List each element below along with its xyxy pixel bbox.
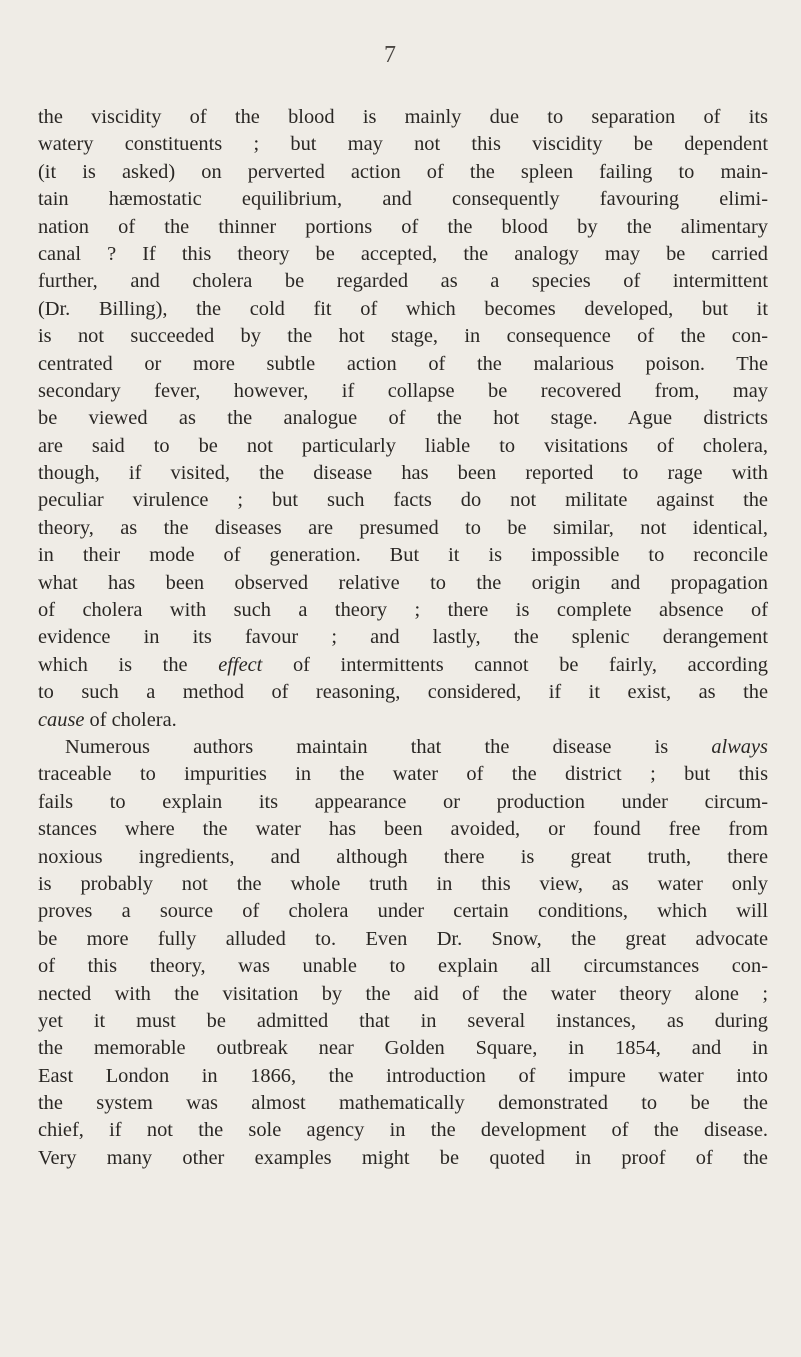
text-line [38,652,768,679]
text-line [38,159,768,186]
text-line [38,378,768,405]
text-line [38,104,768,131]
text-run: evidence in its favour ; and lastly, the splenic derangement [38,626,768,649]
text-line [38,1008,768,1035]
text-line [38,296,768,323]
body-text [38,104,768,1172]
text-line [38,1145,768,1172]
text-run: chief, if not the sole agency in the development of the disease. [38,1119,768,1142]
text-line [38,131,768,158]
text-run: to such a method of reasoning, considered, if it exist, as the [38,681,768,704]
text-line [38,679,768,706]
text-run: of cholera with such a theory ; there is complete absence of [38,599,768,622]
text-run: yet it must be admitted that in several instances, as during [38,1009,768,1032]
text-run: are said to be not particularly liable to visitations of cholera, [38,434,768,457]
text-line [38,597,768,624]
text-run: fails to explain its appearance or production under circum- [38,790,768,813]
text-run: nation of the thinner portions of the blood by the alimentary [38,215,768,238]
text-line [38,487,768,514]
italic-word: effect [218,653,263,676]
text-run: in their mode of generation. But it is impossible to reconcile [38,544,768,567]
text-line [38,926,768,953]
text-line [38,734,768,761]
text-run: the system was almost mathematically demonstrated to be the [38,1092,768,1115]
text-line [38,351,768,378]
text-run: canal ? If this theory be accepted, the analogy may be carried [38,242,768,265]
text-line [38,323,768,350]
text-line [38,1090,768,1117]
text-line [38,624,768,651]
text-run: theory, as the diseases are presumed to be similar, not identical, [38,516,768,539]
text-line [38,871,768,898]
text-run: be viewed as the analogue of the hot stage. Ague districts [38,407,768,430]
italic-word: cause [38,708,85,731]
text-line [38,1063,768,1090]
text-run: noxious ingredients, and although there is great truth, there [38,845,768,868]
text-run: though, if visited, the disease has been reported to rage with [38,462,768,485]
text-run: the memorable outbreak near Golden Square, in 1854, and in [38,1037,768,1060]
page-number: 7 [384,42,396,68]
text-line [38,953,768,980]
text-line [38,515,768,542]
text-run: which is the [38,653,219,676]
text-run: further, and cholera be regarded as a species of intermittent [38,270,768,293]
text-line [38,542,768,569]
text-run: (it is asked) on perverted action of the spleen failing to main- [38,160,768,183]
text-line [38,433,768,460]
text-run: peculiar virulence ; but such facts do not militate against the [38,489,768,512]
text-run: nected with the visitation by the aid of the water theory alone ; [38,982,768,1005]
text-run: Numerous authors maintain that the disease is [65,735,712,758]
text-line [38,1117,768,1144]
text-run: of this theory, was unable to explain all circumstances con- [38,955,768,978]
text-run: watery constituents ; but may not this viscidity be dependent [38,133,768,156]
text-line [38,214,768,241]
text-line [38,460,768,487]
text-line [38,789,768,816]
text-run: centrated or more subtle action of the malarious poison. The [38,352,768,375]
text-line [38,268,768,295]
text-line [38,707,768,734]
text-run: (Dr. Billing), the cold fit of which becomes developed, but it [38,297,768,320]
text-run: of cholera. [84,708,177,731]
text-run: secondary fever, however, if collapse be recovered from, may [38,379,768,402]
text-line [38,761,768,788]
text-run: what has been observed relative to the origin and propagation [38,571,768,594]
text-run: of intermittents cannot be fairly, according [262,653,768,676]
text-line [38,898,768,925]
text-run: stances where the water has been avoided, or found free from [38,818,768,841]
text-line [38,844,768,871]
text-run: East London in 1866, the introduction of impure water into [38,1064,768,1087]
text-line [38,241,768,268]
text-line [38,816,768,843]
text-line [38,570,768,597]
text-run: is not succeeded by the hot stage, in consequence of the con- [38,325,768,348]
text-line [38,405,768,432]
text-line [38,1035,768,1062]
text-run: Very many other examples might be quoted in proof of the [38,1146,768,1169]
text-line [38,981,768,1008]
text-run: proves a source of cholera under certain conditions, which will [38,900,768,923]
text-run: the viscidity of the blood is mainly due to separation of its [38,106,768,128]
text-run: is probably not the whole truth in this view, as water only [38,872,768,895]
text-run: traceable to impurities in the water of the district ; but this [38,763,768,786]
text-run: tain hæmostatic equilibrium, and consequently favouring elimi- [38,188,768,211]
text-line [38,186,768,213]
text-run: be more fully alluded to. Even Dr. Snow, the great advocate [38,927,768,950]
italic-word: always [711,735,768,758]
